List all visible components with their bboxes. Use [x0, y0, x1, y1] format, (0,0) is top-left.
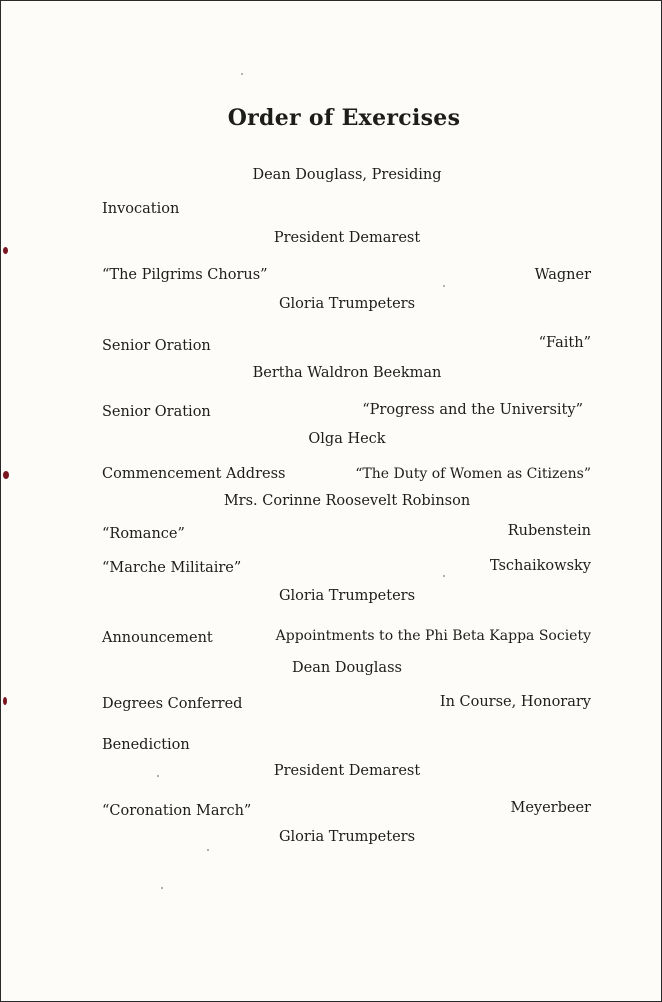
program-item-label: “Marche Militaire”: [102, 560, 242, 576]
program-row: [102, 693, 591, 715]
program-performer: Gloria Trumpeters: [278, 296, 416, 312]
program-row: [102, 734, 591, 756]
program-row: [102, 463, 591, 485]
program-row: [102, 523, 591, 545]
program-item-label: “Coronation March”: [102, 803, 252, 819]
program-performer: Dean Douglass: [292, 660, 402, 676]
paper-mark: [241, 73, 243, 75]
program-item-detail: Meyerbeer: [510, 800, 591, 816]
program-performer: Olga Heck: [308, 431, 386, 447]
program-item-label: Senior Oration: [102, 338, 211, 354]
presiding-line: Dean Douglass, Presiding: [252, 167, 442, 183]
program-item-detail: Rubenstein: [507, 523, 591, 539]
program-performer: Gloria Trumpeters: [278, 829, 416, 845]
program-performer: President Demarest: [273, 763, 421, 779]
program-item-label: Commencement Address: [102, 466, 286, 482]
program-row: [102, 264, 591, 286]
page-title: Order of Exercises: [227, 105, 461, 131]
program-item-label: “The Pilgrims Chorus”: [102, 267, 268, 283]
program-item-label: Degrees Conferred: [102, 696, 243, 712]
program-item-detail: Tschaikowsky: [489, 558, 591, 574]
program-row: [102, 198, 591, 220]
program-row: [102, 627, 591, 649]
paper-mark: [207, 849, 209, 851]
program-item-detail: “Faith”: [538, 335, 591, 351]
program-item-label: Benediction: [102, 737, 190, 753]
ink-speck: [3, 471, 9, 479]
program-item-label: “Romance”: [102, 526, 185, 542]
program-performer: Mrs. Corinne Roosevelt Robinson: [223, 493, 471, 509]
program-performer: President Demarest: [273, 230, 421, 246]
paper-mark: [161, 887, 163, 889]
program-item-detail: Wagner: [534, 267, 591, 283]
program-row: [102, 800, 591, 822]
program-item-label: Senior Oration: [102, 404, 211, 420]
program-performer: Bertha Waldron Beekman: [252, 365, 442, 381]
program-performer: Gloria Trumpeters: [278, 588, 416, 604]
program-item-detail: “Progress and the University”: [362, 402, 583, 418]
program-item-label: Announcement: [102, 630, 213, 646]
program-row: [102, 401, 591, 423]
program-item-label: Invocation: [102, 201, 180, 217]
ink-speck: [3, 697, 7, 705]
program-item-detail: Appointments to the Phi Beta Kappa Society: [275, 628, 591, 644]
program-row: [102, 335, 591, 357]
program-row: [102, 557, 591, 579]
program-item-detail: “The Duty of Women as Citizens”: [355, 466, 591, 482]
program-item-detail: In Course, Honorary: [439, 694, 591, 710]
